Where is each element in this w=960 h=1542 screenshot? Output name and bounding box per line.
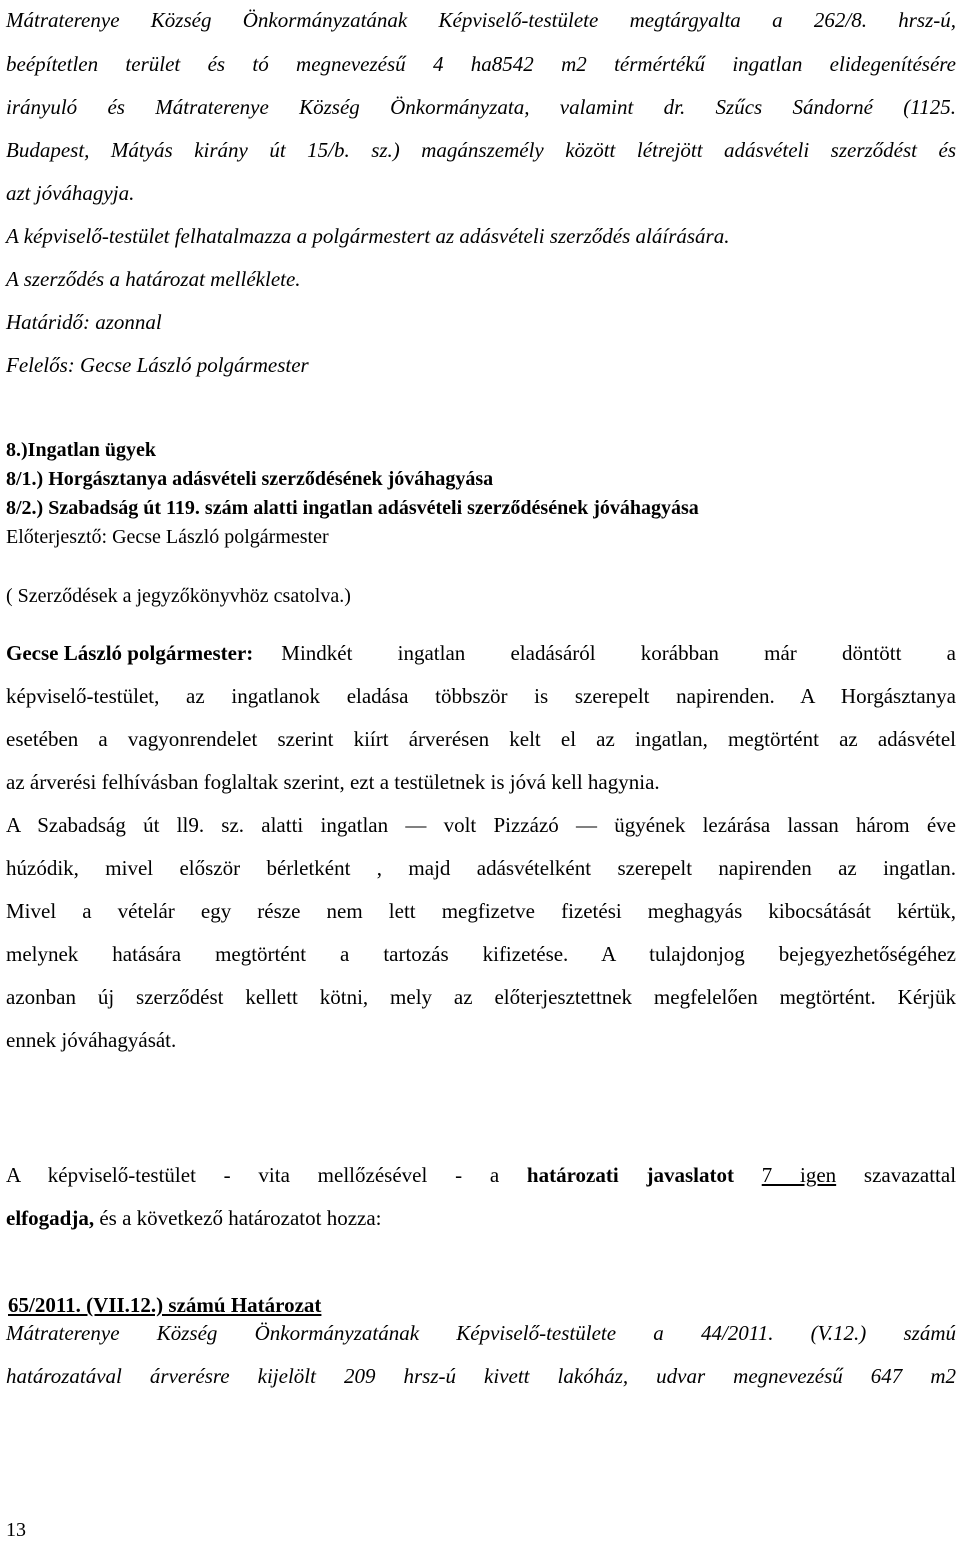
intro-authorization: A képviselő-testület felhatalmazza a polgármestert az adásvételi szerződés aláírására. [6, 224, 730, 248]
speech-line-2: képviselő-testület, az ingatlanok eladása többször is szerepelt napirenden. A Horgásztanya [6, 684, 956, 708]
intro-line-2: beépítetlen terület és tó megnevezésű 4 ha8542 m2 térmértékű ingatlan elidegenítésére [6, 52, 956, 76]
vote-count: 7 igen [761, 1163, 837, 1187]
resolution-line-2: határozatával árverésre kijelölt 209 hrsz-ú kivett lakóház, udvar megnevezésű 647 m2 [6, 1364, 956, 1388]
speech-line-4: az árverési felhívásban foglaltak szerint, ezt a testületnek is jóvá kell hagynia. [6, 770, 660, 794]
vote-accept: elfogadja, [6, 1206, 95, 1230]
intro-responsible: Felelős: Gecse László polgármester [6, 353, 309, 377]
intro-deadline: Határidő: azonnal [6, 310, 162, 334]
vote-text-2: szavazattal [836, 1163, 957, 1187]
intro-line-5: azt jóváhagyja. [6, 181, 135, 205]
resolution-title: 65/2011. (VII.12.) számú Határozat [8, 1293, 322, 1317]
vote-proposal: határozati javaslatot [526, 1163, 734, 1187]
speech-line-3: esetében a vagyonrendelet szerint kiírt árverésen kelt el az ingatlan, megtörtént az adásvétel [6, 727, 956, 751]
page-number: 13 [6, 1519, 26, 1541]
speech-line-7: Mivel a vételár egy része nem lett megfizetve fizetési meghagyás kibocsátását kértük, [6, 899, 956, 923]
speech-line-6: húzódik, mivel először bérletként , majd adásvételként szerepelt napirenden az ingatlan. [6, 856, 956, 880]
speech-line-5: A Szabadság út ll9. sz. alatti ingatlan — volt Pizzázó — ügyének lezárása lassan három éve [6, 813, 956, 837]
agenda-item-2: 8/2.) Szabadság út 119. szám alatti ingatlan adásvételi szerződésének jóváhagyása [6, 497, 699, 519]
vote-line-1 [6, 1163, 956, 1187]
vote-line-2 [6, 1206, 956, 1230]
vote-space [734, 1163, 762, 1187]
vote-text-3: és a következő határozatot hozza: [94, 1206, 382, 1230]
agenda-presenter: Előterjesztő: Gecse László polgármester [6, 526, 329, 548]
intro-line-3: irányuló és Mátraterenye Község Önkormányzata, valamint dr. Szűcs Sándorné (1125. [6, 95, 956, 119]
intro-attachment: A szerződés a határozat melléklete. [6, 267, 301, 291]
intro-line-4: Budapest, Mátyás kirány út 15/b. sz.) magánszemély között létrejött adásvételi szerződést és [6, 138, 956, 162]
speech-line-10: ennek jóváhagyását. [6, 1028, 177, 1052]
speech-line-9: azonban új szerződést kellett kötni, mely az előterjesztettnek megfelelően megtörtént. Kérjük [6, 985, 956, 1009]
speech-line-1 [6, 641, 956, 665]
agenda-note: ( Szerződések a jegyzőkönyvhöz csatolva.) [6, 585, 351, 607]
speech-line-8: melynek hatására megtörtént a tartozás kifizetése. A tulajdonjog bejegyezhetőségéhez [6, 942, 956, 966]
intro-line-1: Mátraterenye Község Önkormányzatának Képviselő-testülete megtárgyalta a 262/8. hrsz-ú, [6, 8, 956, 32]
agenda-item-1: 8/1.) Horgásztanya adásvételi szerződésének jóváhagyása [6, 468, 494, 490]
speech-line-1-text: Mindkét ingatlan eladásáról korábban már döntött a [281, 641, 956, 665]
speaker-name: Gecse László polgármester: [6, 641, 254, 665]
resolution-line-1: Mátraterenye Község Önkormányzatának Képviselő-testülete a 44/2011. (V.12.) számú [6, 1321, 956, 1345]
agenda-heading: 8.)Ingatlan ügyek [6, 439, 157, 461]
vote-text-1: A képviselő-testület - vita mellőzésével - a [6, 1163, 527, 1187]
